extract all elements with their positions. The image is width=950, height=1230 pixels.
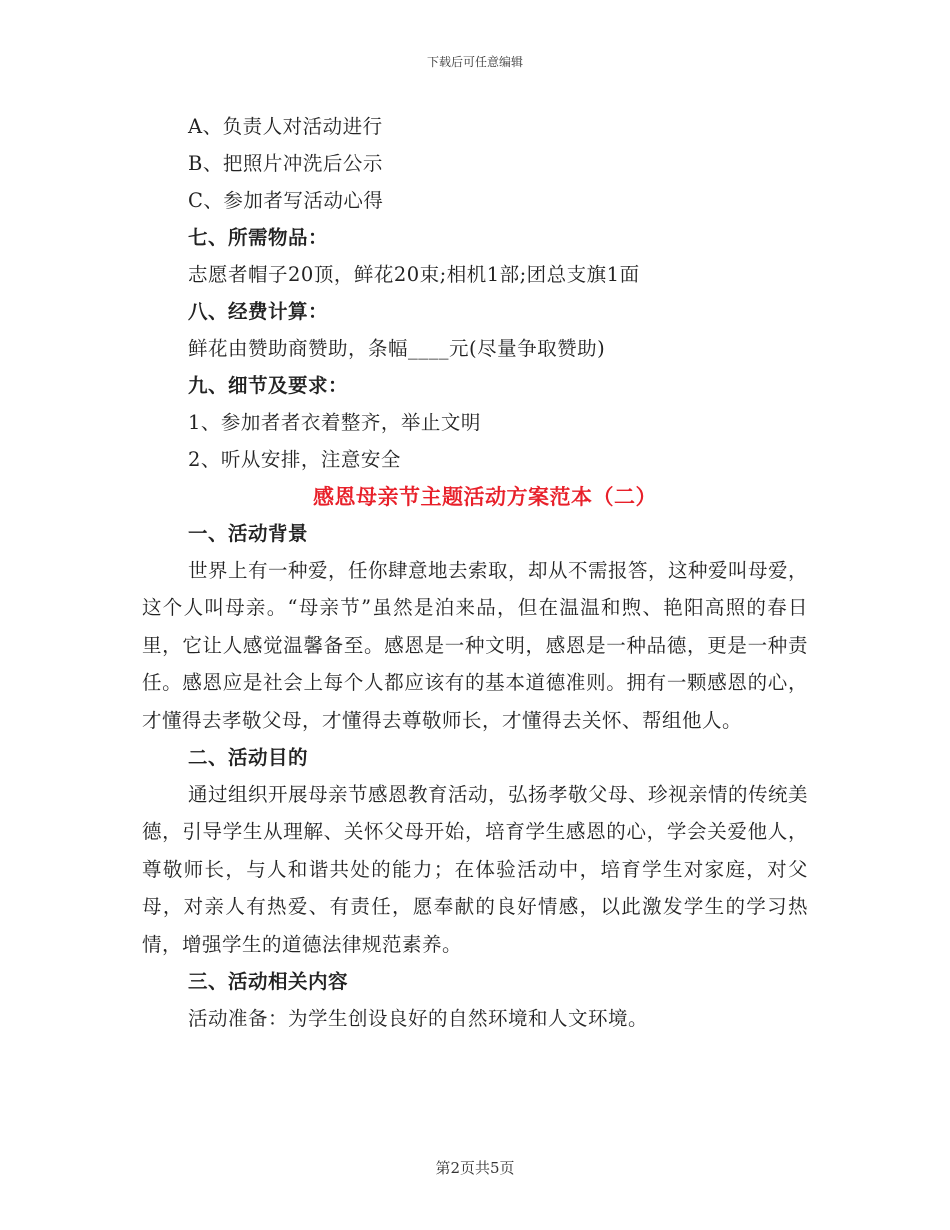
section-9-heading: 九、细节及要求： [188,374,349,397]
section-8-text: 鲜花由赞助商赞助，条幅____元(尽量争取赞助) [188,337,606,360]
part-3-text: 活动准备：为学生创设良好的自然环境和人文环境。 [188,1007,649,1031]
section-9-item-2: 2、听从安排，注意安全 [188,448,401,471]
document-title: 感恩母亲节主题活动方案范本（二） [313,484,657,509]
section-7-text: 志愿者帽子20顶，鲜花20束;相机1部;团总支旗1面 [188,263,640,286]
part-1-paragraph: 世界上有一种爱，任你肆意地去索取，却从不需报答，这种爱叫母爱，这个人叫母亲。“母亲节”虽然是泊来品，但在温温和煦、艳阳高照的春日里，它让人感觉温馨备至。感恩是一种文明，感恩是一种品德，更是一种责任。感恩应是社会上每个人都应该有的基本道德准则。拥有一颗感恩的心，才懂得去孝敬父母，才懂得去尊敬师长，才懂得去关怀、帮组他人。 [142,559,809,732]
document-body [142,108,808,1037]
page-footer: 第2页共5页 [435,1159,515,1177]
section-8-heading: 八、经费计算： [188,300,329,323]
part-2-paragraph: 通过组织开展母亲节感恩教育活动，弘扬孝敬父母、珍视亲情的传统美德，引导学生从理解、关怀父母开始，培育学生感恩的心，学会关爱他人，尊敬师长，与人和谐共处的能力；在体验活动中，培育学生对家庭，对父母，对亲人有热爱、有责任，愿奉献的良好情感，以此激发学生的学习热情，增强学生的道德法律规范素养。 [142,783,809,956]
part-2-heading: 二、活动目的 [188,746,309,770]
page-header: 下载后可任意编辑 [426,55,523,69]
list-item-b: B、把照片冲洗后公示 [188,152,383,175]
list-item-a: A、负责人对活动进行 [188,115,383,138]
section-9-item-1: 1、参加者者衣着整齐，举止文明 [188,411,481,434]
section-7-heading: 七、所需物品： [188,226,329,249]
part-1-heading: 一、活动背景 [188,522,309,545]
list-item-c: C、参加者写活动心得 [188,189,384,212]
part-3-heading: 三、活动相关内容 [188,970,349,994]
